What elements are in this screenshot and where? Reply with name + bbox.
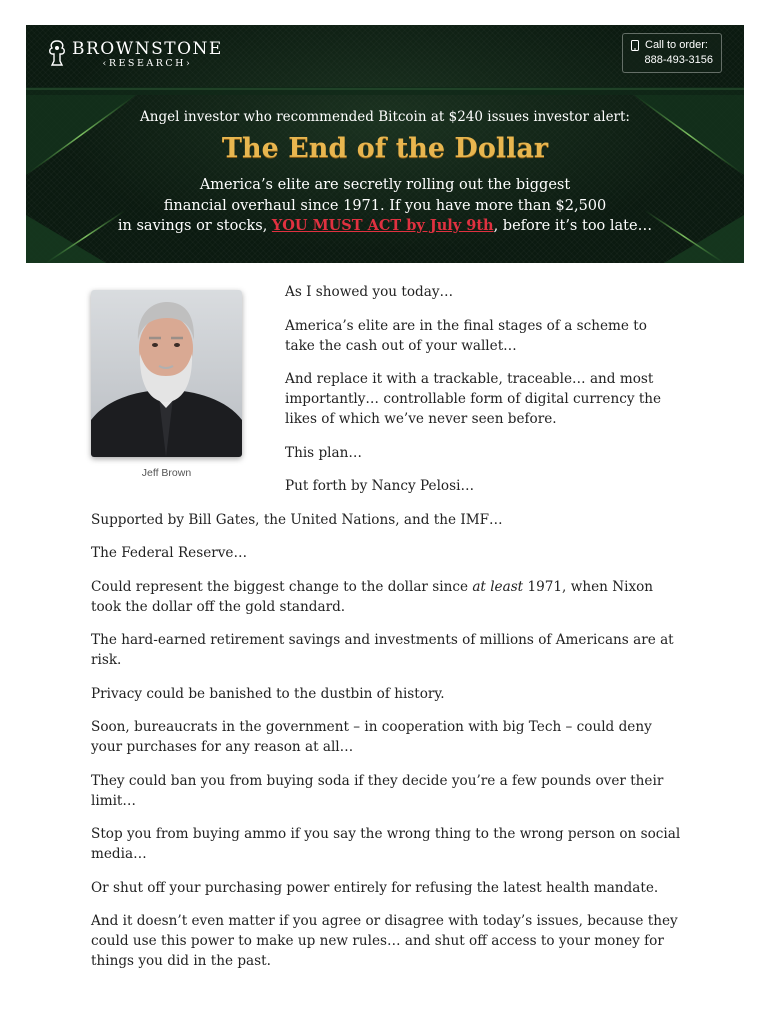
article-paragraph: They could ban you from buying soda if they decide you’re a few pounds over their limit… [91, 772, 664, 809]
article-paragraph: Supported by Bill Gates, the United Nations, and the IMF… [91, 511, 503, 528]
hero-body-line: America’s elite are secretly rolling out the biggest [199, 177, 571, 193]
call-to-order-box[interactable] [622, 33, 722, 73]
article-paragraph: The hard-earned retirement savings and investments of millions of Americans are at risk. [91, 632, 674, 668]
author-portrait-image [91, 290, 242, 457]
hero-body-text: in savings or stocks, [117, 218, 272, 234]
hero-body [26, 175, 744, 237]
author-caption: Jeff Brown [141, 467, 192, 479]
article-paragraph: Privacy could be banished to the dustbin of history. [91, 685, 445, 702]
brand-logo[interactable] [46, 39, 223, 69]
article-paragraph: Stop you from buying ammo if you say the wrong thing to the wrong person on social media… [91, 826, 681, 862]
hero-kicker: Angel investor who recommended Bitcoin at $240 issues investor alert: [140, 109, 630, 125]
brand-name: BROWNSTONE [72, 38, 223, 59]
article-paragraph: Soon, bureaucrats in the government – in cooperation with big Tech – could deny your purchases for any reason at all… [91, 719, 652, 755]
phone-icon [631, 40, 639, 51]
article-body [91, 282, 681, 985]
author-photo [91, 290, 242, 457]
hero-alert-deadline: YOU MUST ACT by July 9th [271, 217, 494, 234]
brand-subtitle: ‹RESEARCH› [102, 57, 193, 69]
hero-title: The End of the Dollar [221, 133, 549, 164]
order-phone-number[interactable]: 888-493-3156 [644, 54, 713, 66]
article-paragraph: America’s elite are in the final stages of a scheme to take the cash out of your wallet… [285, 317, 647, 354]
article-paragraph: Or shut off your purchasing power entirely for refusing the latest health mandate. [91, 879, 659, 896]
brownstone-logo-icon [46, 39, 68, 69]
article-paragraph: This plan… [285, 444, 362, 461]
article-paragraph: Put forth by Nancy Pelosi… [285, 478, 475, 494]
order-label: Call to order: [645, 39, 708, 51]
article-text: 1971, when Nixon took the dollar off the gold standard. [91, 578, 654, 615]
article-paragraph: And replace it with a trackable, traceable… and most importantly… controllable form of digital currency the likes of which we’ve never seen before. [285, 371, 662, 427]
article-paragraph [91, 577, 681, 617]
article-paragraph: The Federal Reserve… [91, 545, 248, 561]
hero-body-line [26, 216, 744, 237]
article-emphasis: at least [472, 578, 524, 595]
hero-banner [26, 25, 744, 263]
hero-body-text: , before it’s too late… [493, 218, 653, 234]
article-paragraph: And it doesn’t even matter if you agree or disagree with today’s issues, because they could use this power to make up new rules… and shut off access to your money for things you did in the past. [91, 913, 678, 969]
article-text: Could represent the biggest change to the dollar since [91, 578, 473, 595]
hero-body-line: financial overhaul since 1971. If you have more than $2,500 [163, 197, 607, 214]
article-paragraph: As I showed you today… [285, 284, 454, 300]
author-card [91, 290, 242, 483]
